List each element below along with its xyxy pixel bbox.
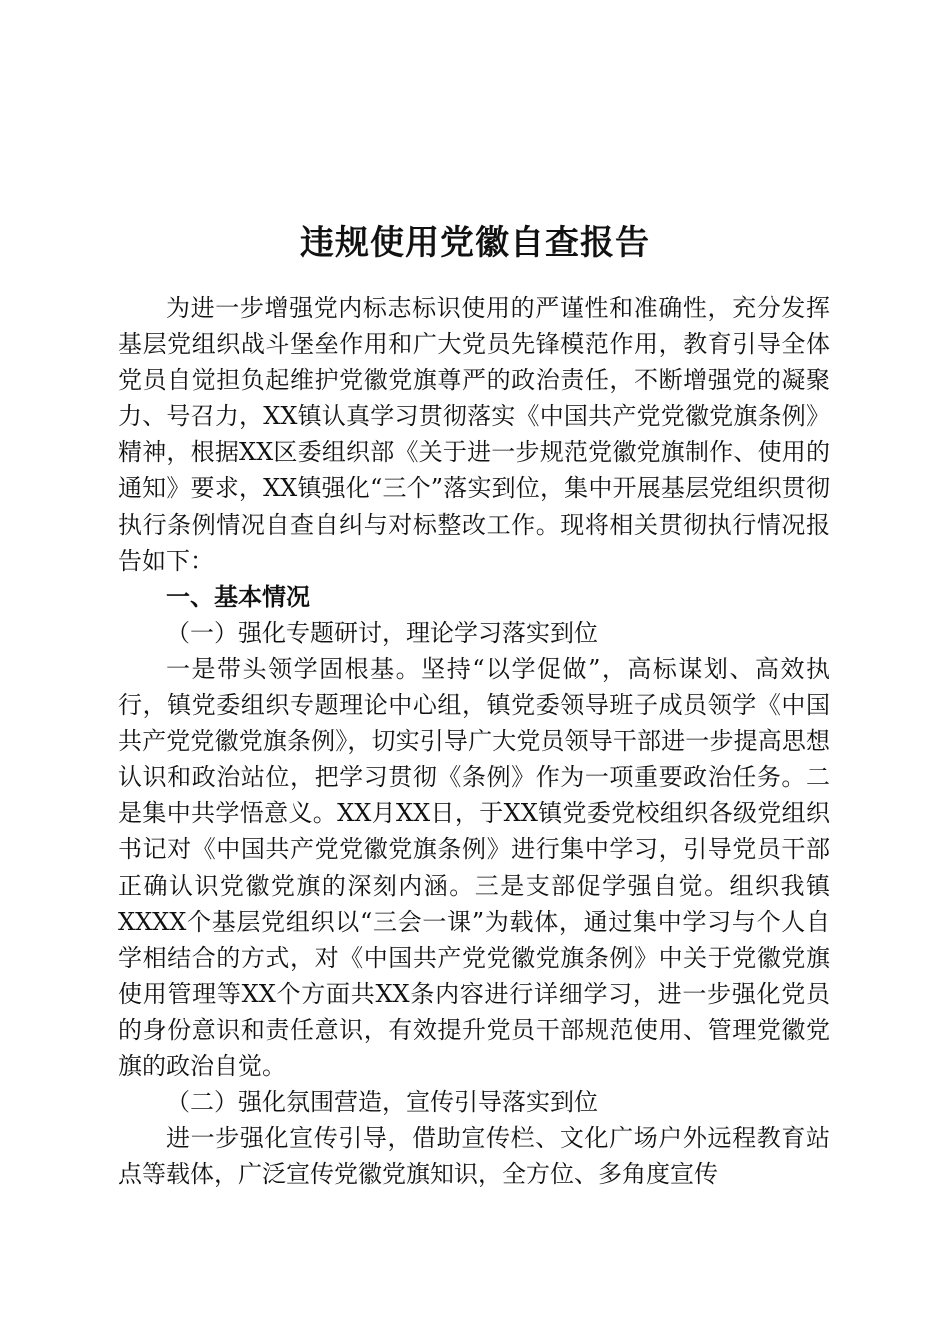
subsection-paragraph-2: 进一步强化宣传引导，借助宣传栏、文化广场户外远程教育站点等载体，广泛宣传党徽党旗知识，全方位、多角度宣传: [118, 1124, 830, 1189]
intro-paragraph: 为进一步增强党内标志标识使用的严谨性和准确性，充分发挥基层党组织战斗堡垒作用和广大党员先锋模范作用，教育引导全体党员自觉担负起维护党徽党旗尊严的政治责任，不断增强党的凝聚力、号召力，XX镇认真学习贯彻落实《中国共产党党徽党旗条例》精神，根据XX区委组织部《关于进一步规范党徽党旗制作、使用的通知》要求，XX镇强化“三个”落实到位，集中开展基层党组织贯彻执行条例情况自查自纠与对标整改工作。现将相关贯彻执行情况报告如下：: [118, 294, 830, 575]
subsection-heading-1: （一）强化专题研讨，理论学习落实到位: [166, 618, 598, 647]
document-title: 违规使用党徽自查报告: [300, 222, 650, 263]
subsection-paragraph-1: 一是带头领学固根基。坚持“以学促做”，高标谋划、高效执行，镇党委组织专题理论中心组，镇党委领导班子成员领学《中国共产党党徽党旗条例》，切实引导广大党员领导干部进一步提高思想认识和政治站位，把学习贯彻《条例》作为一项重要政治任务。二是集中共学悟意义。XX月XX日，于XX镇党委党校组织各级党组织书记对《中国共产党党徽党旗条例》进行集中学习，引导党员干部正确认识党徽党旗的深刻内涵。三是支部促学强自觉。组织我镇XXXX个基层党组织以“三会一课”为载体，通过集中学习与个人自学相结合的方式，对《中国共产党党徽党旗条例》中关于党徽党旗使用管理等XX个方面共XX条内容进行详细学习，进一步强化党员的身份意识和责任意识，有效提升党员干部规范使用、管理党徽党旗的政治自觉。: [118, 654, 830, 1080]
section-heading-basic: 一、基本情况: [166, 581, 310, 611]
subsection-heading-2: （二）强化氛围营造，宣传引导落实到位: [166, 1088, 598, 1117]
document-body: [118, 290, 830, 1192]
